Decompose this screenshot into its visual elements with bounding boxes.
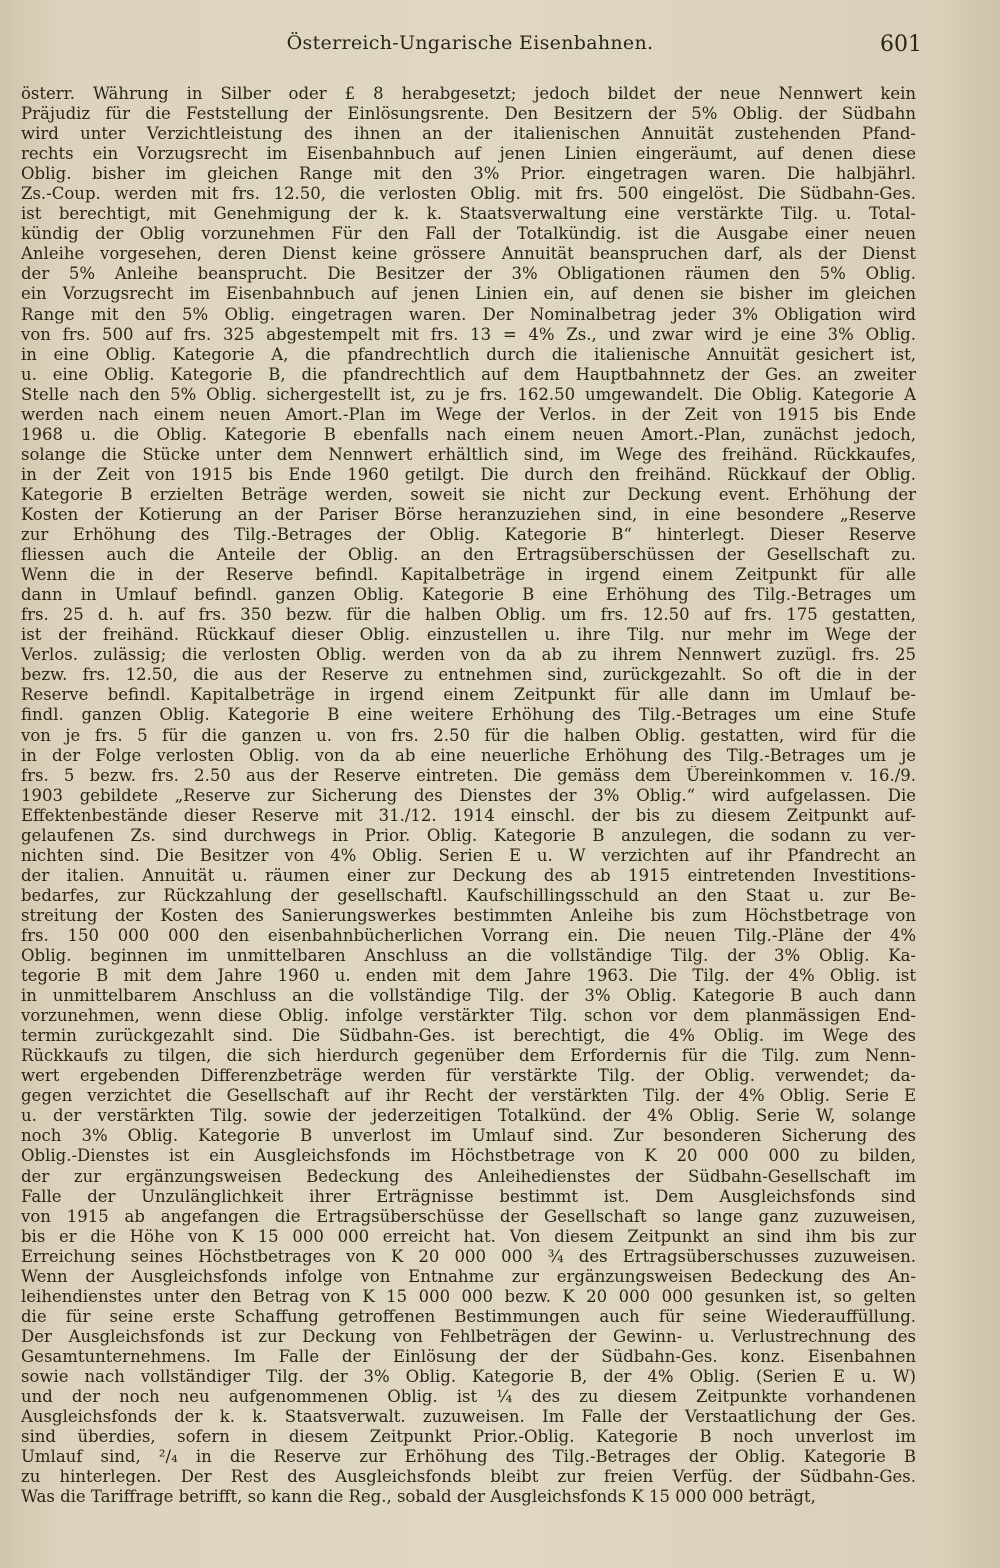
text-line: 1903 gebildete „Reserve zur Sicherung des Dienstes der 3% Oblig.“ wird aufgelassen. Die bbox=[21, 785, 916, 805]
text-line: gegen verzichtet die Gesellschaft auf ihr Recht der verstärkten Tilg. der 4% Oblig. Serie E bbox=[21, 1086, 916, 1106]
text-line: frs. 5 bezw. frs. 2.50 aus der Reserve eintreten. Die gemäss dem Übereinkommen v. 16./9. bbox=[21, 765, 916, 785]
text-line: Erreichung seines Höchstbetrages von K 20 000 000 ¾ des Ertragsüberschusses zuzuweisen. bbox=[21, 1246, 916, 1266]
text-line: sind überdies, sofern in diesem Zeitpunkt Prior.-Oblig. Kategorie B noch unverlost im bbox=[21, 1427, 916, 1447]
text-line: bezw. frs. 12.50, die aus der Reserve zu entnehmen sind, zurückgezahlt. So oft die in der bbox=[21, 665, 916, 685]
text-line: ist der freihänd. Rückkauf dieser Oblig. einzustellen u. ihre Tilg. nur mehr im Wege der bbox=[21, 625, 916, 645]
text-line: Falle der Unzulänglichkeit ihrer Erträgnisse bestimmt ist. Dem Ausgleichsfonds sind bbox=[21, 1186, 916, 1206]
text-line: Reserve befindl. Kapitalbeträge in irgend einem Zeitpunkt für alle dann im Umlauf be- bbox=[21, 685, 916, 705]
text-line: wird unter Verzichtleistung des ihnen an der italienischen Annuität zustehenden Pfand- bbox=[21, 124, 916, 144]
text-line: Umlauf sind, ²/₄ in die Reserve zur Erhöhung des Tilg.-Betrages der Oblig. Kategorie B bbox=[21, 1447, 916, 1467]
text-line: streitung der Kosten des Sanierungswerkes bestimmten Anleihe bis zum Höchstbetrage von bbox=[21, 905, 916, 925]
text-line: Wenn die in der Reserve befindl. Kapitalbeträge in irgend einem Zeitpunkt für alle bbox=[21, 565, 916, 585]
page-header bbox=[20, 32, 920, 60]
text-line: Kosten der Kotierung an der Pariser Börse heranzuziehen sind, in eine besondere „Reserve bbox=[21, 504, 916, 524]
body-text bbox=[21, 84, 916, 1507]
text-line: Wenn der Ausgleichsfonds infolge von Entnahme zur ergänzungsweisen Bedeckung des An- bbox=[21, 1266, 916, 1286]
text-line: frs. 25 d. h. auf frs. 350 bezw. für die halben Oblig. um frs. 12.50 auf frs. 175 gestatten, bbox=[21, 605, 916, 625]
text-line: bis er die Höhe von K 15 000 000 erreicht hat. Von diesem Zeitpunkt an sind ihm bis zur bbox=[21, 1226, 916, 1246]
text-line: von frs. 500 auf frs. 325 abgestempelt mit frs. 13 = 4% Zs., und zwar wird je eine 3% Oblig. bbox=[21, 324, 916, 344]
text-line: und der noch neu aufgenommenen Oblig. ist ¼ des zu diesem Zeitpunkte vorhandenen bbox=[21, 1387, 916, 1407]
text-line: zur Erhöhung des Tilg.-Betrages der Oblig. Kategorie B“ hinterlegt. Dieser Reserve bbox=[21, 525, 916, 545]
page-number: 601 bbox=[880, 32, 922, 57]
text-line: fliessen auch die Anteile der Oblig. an den Ertragsüberschüssen der Gesellschaft zu. bbox=[21, 545, 916, 565]
text-line: Oblig. bisher im gleichen Range mit den 3% Prior. eingetragen waren. Die halbjährl. bbox=[21, 164, 916, 184]
text-line: u. eine Oblig. Kategorie B, die pfandrechtlich auf dem Hauptbahnnetz der Ges. an zweiter bbox=[21, 364, 916, 384]
text-line: frs. 150 000 000 den eisenbahnbücherlichen Vorrang ein. Die neuen Tilg.-Pläne der 4% bbox=[21, 925, 916, 945]
text-line: solange die Stücke unter dem Nennwert erhältlich sind, im Wege des freihänd. Rückkaufes, bbox=[21, 444, 916, 464]
running-title: Österreich-Ungarische Eisenbahnen. bbox=[286, 32, 654, 54]
text-line: zu hinterlegen. Der Rest des Ausgleichsfonds bleibt zur freien Verfüg. der Südbahn-Ges. bbox=[21, 1467, 916, 1487]
text-line: von je frs. 5 für die ganzen u. von frs. 2.50 für die halben Oblig. gestatten, wird für die bbox=[21, 725, 916, 745]
text-line: rechts ein Vorzugsrecht im Eisenbahnbuch auf jenen Linien eingeräumt, auf denen diese bbox=[21, 144, 916, 164]
text-line: Was die Tariffrage betrifft, so kann die Reg., sobald der Ausgleichsfonds K 15 000 000 beträgt, bbox=[21, 1487, 816, 1507]
text-line: ist berechtigt, mit Genehmigung der k. k. Staatsverwaltung eine verstärkte Tilg. u. Total- bbox=[21, 204, 916, 224]
text-line: in unmittelbarem Anschluss an die vollständige Tilg. der 3% Oblig. Kategorie B auch dann bbox=[21, 986, 916, 1006]
text-line: kündig der Oblig vorzunehmen Für den Fall der Totalkündig. ist die Ausgabe einer neuen bbox=[21, 224, 916, 244]
text-line: Oblig. beginnen im unmittelbaren Anschluss an die vollständige Tilg. der 3% Oblig. Ka- bbox=[21, 946, 916, 966]
text-line: werden nach einem neuen Amort.-Plan im Wege der Verlos. in der Zeit von 1915 bis Ende bbox=[21, 404, 916, 424]
text-line: österr. Währung in Silber oder £ 8 herabgesetzt; jedoch bildet der neue Nennwert kein bbox=[21, 84, 916, 103]
text-line: ein Vorzugsrecht im Eisenbahnbuch auf jenen Linien ein, auf denen sie bisher im gleichen bbox=[21, 284, 916, 304]
text-line: bedarfes, zur Rückzahlung der gesellschaftl. Kaufschillingsschuld an den Staat u. zur Be- bbox=[21, 885, 916, 905]
text-line: 1968 u. die Oblig. Kategorie B ebenfalls nach einem neuen Amort.-Plan, zunächst jedoch, bbox=[21, 424, 916, 444]
text-line: vorzunehmen, wenn diese Oblig. infolge verstärkter Tilg. schon vor dem planmässigen End- bbox=[21, 1006, 916, 1026]
text-line: sowie nach vollständiger Tilg. der 3% Oblig. Kategorie B, der 4% Oblig. (Serien E u. W) bbox=[21, 1367, 916, 1386]
text-line: findl. ganzen Oblig. Kategorie B eine weitere Erhöhung des Tilg.-Betrages um eine Stufe bbox=[21, 705, 916, 725]
text-line: Gesamtunternehmens. Im Falle der Einlösung der der Südbahn-Ges. konz. Eisenbahnen bbox=[21, 1346, 916, 1366]
text-line: Ausgleichsfonds der k. k. Staatsverwalt. zuzuweisen. Im Falle der Verstaatlichung der Ges. bbox=[21, 1407, 916, 1427]
text-line: in eine Oblig. Kategorie A, die pfandrechtlich durch die italienische Annuität gesichert ist, bbox=[21, 344, 916, 364]
text-line: Rückkaufs zu tilgen, die sich hierdurch gegenüber dem Erfordernis für die Tilg. zum Nenn- bbox=[21, 1046, 916, 1066]
text-line: nichten sind. Die Besitzer von 4% Oblig. Serien E u. W verzichten auf ihr Pfandrecht an bbox=[21, 845, 916, 865]
text-line: leihendienstes unter den Betrag von K 15 000 000 bezw. K 20 000 000 gesunken ist, so gelten bbox=[21, 1286, 916, 1306]
text-line: Stelle nach den 5% Oblig. sichergestellt ist, zu je frs. 162.50 umgewandelt. Die Oblig. Kategorie A bbox=[21, 384, 916, 404]
text-line: die für seine erste Schaffung getroffenen Bestimmungen auch für seine Wiederauffüllung. bbox=[21, 1306, 916, 1326]
text-line: Der Ausgleichsfonds ist zur Deckung von Fehlbeträgen der Gewinn- u. Verlustrechnung des bbox=[21, 1326, 916, 1346]
text-line: der zur ergänzungsweisen Bedeckung des Anleihedienstes der Südbahn-Gesellschaft im bbox=[21, 1166, 916, 1186]
text-line: Oblig.-Dienstes ist ein Ausgleichsfonds im Höchstbetrage von K 20 000 000 zu bilden, bbox=[21, 1146, 916, 1166]
text-line: Präjudiz für die Feststellung der Einlösungsrente. Den Besitzern der 5% Oblig. der Südbahn bbox=[21, 104, 916, 124]
text-line: der 5% Anleihe beansprucht. Die Besitzer der 3% Obligationen räumen den 5% Oblig. bbox=[21, 264, 916, 284]
text-line: Effektenbestände dieser Reserve mit 31./12. 1914 einschl. der bis zu diesem Zeitpunkt auf- bbox=[21, 805, 916, 825]
text-line: von 1915 ab angefangen die Ertragsüberschüsse der Gesellschaft so lange ganz zuzuweisen, bbox=[21, 1206, 916, 1226]
text-line: tegorie B mit dem Jahre 1960 u. enden mit dem Jahre 1963. Die Tilg. der 4% Oblig. ist bbox=[21, 966, 916, 986]
text-line: noch 3% Oblig. Kategorie B unverlost im Umlauf sind. Zur besonderen Sicherung des bbox=[21, 1126, 916, 1146]
text-line: Range mit den 5% Oblig. eingetragen waren. Der Nominalbetrag jeder 3% Obligation wird bbox=[21, 304, 916, 324]
text-line: termin zurückgezahlt sind. Die Südbahn-Ges. ist berechtigt, die 4% Oblig. im Wege des bbox=[21, 1026, 916, 1046]
text-line: in der Folge verlosten Oblig. von da ab eine neuerliche Erhöhung des Tilg.-Betrages um je bbox=[21, 745, 916, 765]
text-line: Anleihe vorgesehen, deren Dienst keine grössere Annuität beanspruchen darf, als der Dienst bbox=[21, 244, 916, 264]
text-line: u. der verstärkten Tilg. sowie der jederzeitigen Totalkünd. der 4% Oblig. Serie W, solange bbox=[21, 1106, 916, 1126]
text-line: der italien. Annuität u. räumen einer zur Deckung des ab 1915 eintretenden Investitions- bbox=[21, 865, 916, 885]
text-line: in der Zeit von 1915 bis Ende 1960 getilgt. Die durch den freihänd. Rückkauf der Oblig. bbox=[21, 464, 916, 484]
text-line: gelaufenen Zs. sind durchwegs in Prior. Oblig. Kategorie B anzulegen, die sodann zu ver- bbox=[21, 825, 916, 845]
text-line: Zs.-Coup. werden mit frs. 12.50, die verlosten Oblig. mit frs. 500 eingelöst. Die Südbahn-Ges. bbox=[21, 184, 916, 204]
text-line: Kategorie B erzielten Beträge werden, soweit sie nicht zur Deckung event. Erhöhung der bbox=[21, 484, 916, 504]
text-line: dann in Umlauf befindl. ganzen Oblig. Kategorie B eine Erhöhung des Tilg.-Betrages um bbox=[21, 585, 916, 605]
text-line: Verlos. zulässig; die verlosten Oblig. werden von da ab zu ihrem Nennwert zuzügl. frs. 25 bbox=[21, 645, 916, 665]
text-line: wert ergebenden Differenzbeträge werden für verstärkte Tilg. der Oblig. verwendet; da- bbox=[21, 1066, 916, 1086]
